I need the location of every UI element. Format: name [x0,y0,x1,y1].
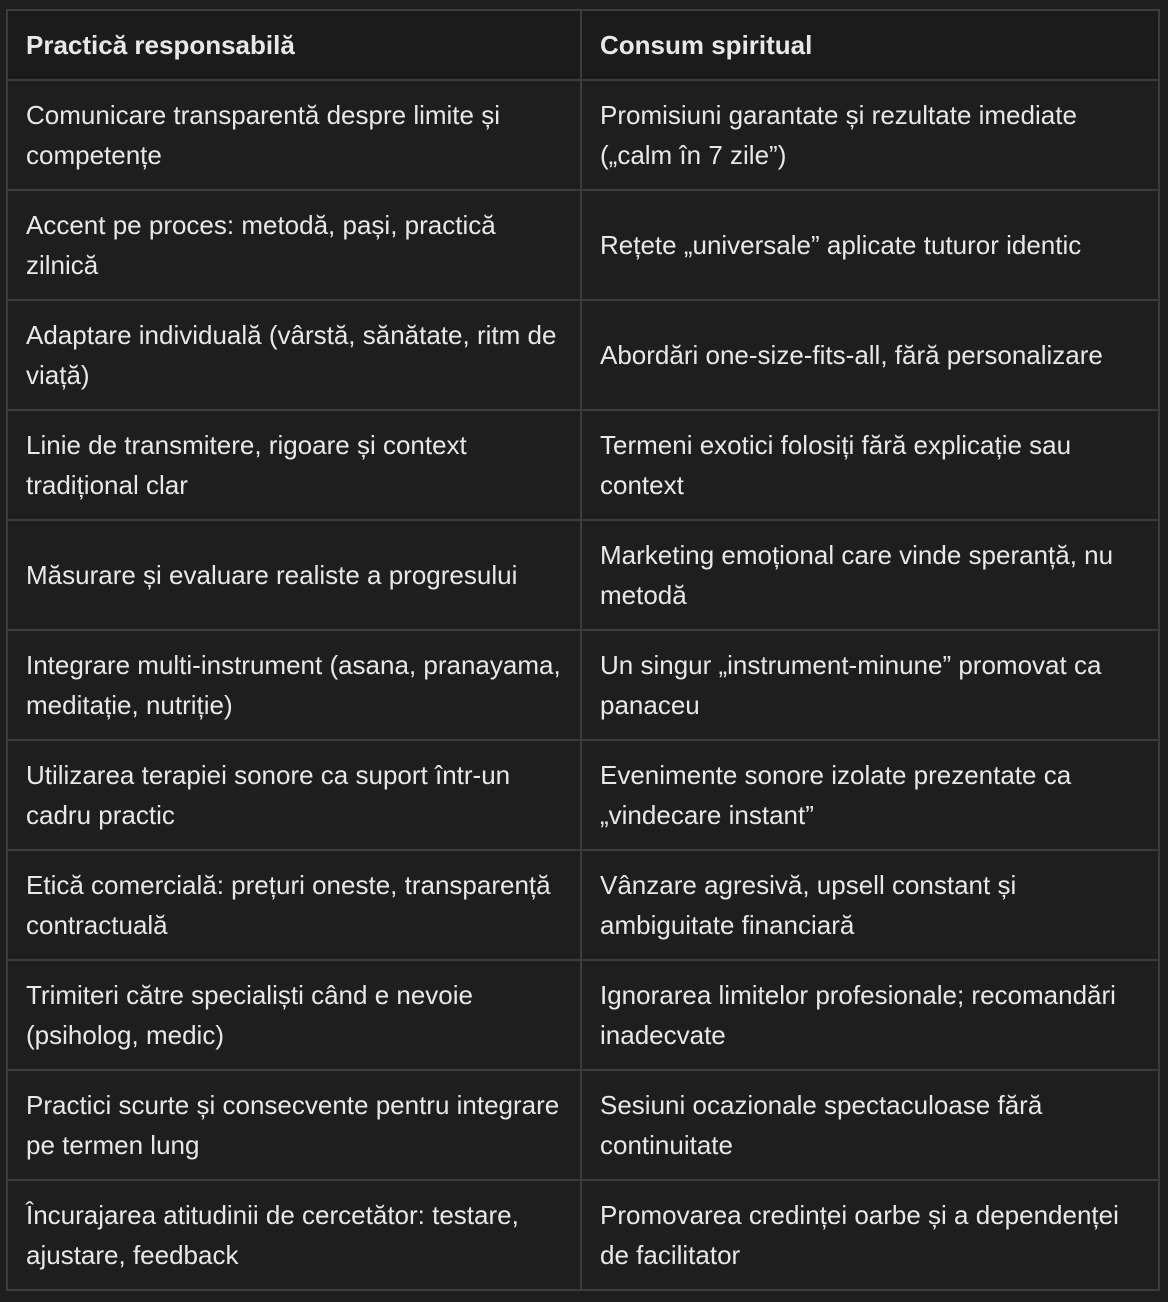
cell-consumption: Un singur „instrument-minune” promovat ca panaceu [581,630,1159,740]
comparison-table [6,9,1160,1291]
table-row [7,960,1159,1070]
table-row [7,1070,1159,1180]
header-responsible-practice: Practică responsabilă [7,10,581,80]
header-spiritual-consumption: Consum spiritual [581,10,1159,80]
cell-responsible: Etică comercială: prețuri oneste, transparență contractuală [7,850,581,960]
table-row [7,190,1159,300]
cell-responsible: Adaptare individuală (vârstă, sănătate, ritm de viață) [7,300,581,410]
table-row [7,300,1159,410]
cell-consumption: Rețete „universale” aplicate tuturor identic [581,190,1159,300]
cell-responsible: Utilizarea terapiei sonore ca suport într-un cadru practic [7,740,581,850]
cell-responsible: Accent pe proces: metodă, pași, practică zilnică [7,190,581,300]
cell-responsible: Măsurare și evaluare realiste a progresului [7,520,581,630]
cell-consumption: Abordări one-size-fits-all, fără personalizare [581,300,1159,410]
comparison-table-container [6,9,1158,1291]
table-row [7,740,1159,850]
cell-responsible: Încurajarea atitudinii de cercetător: testare, ajustare, feedback [7,1180,581,1290]
cell-responsible: Integrare multi-instrument (asana, pranayama, meditație, nutriție) [7,630,581,740]
cell-consumption: Vânzare agresivă, upsell constant și ambiguitate financiară [581,850,1159,960]
cell-consumption: Ignorarea limitelor profesionale; recomandări inadecvate [581,960,1159,1070]
cell-responsible: Comunicare transparentă despre limite și competențe [7,80,581,190]
table-row [7,1180,1159,1290]
cell-consumption: Promisiuni garantate și rezultate imediate („calm în 7 zile”) [581,80,1159,190]
cell-consumption: Evenimente sonore izolate prezentate ca „vindecare instant” [581,740,1159,850]
cell-responsible: Linie de transmitere, rigoare și context tradițional clar [7,410,581,520]
table-row [7,410,1159,520]
table-row [7,630,1159,740]
table-row [7,850,1159,960]
cell-responsible: Practici scurte și consecvente pentru integrare pe termen lung [7,1070,581,1180]
cell-consumption: Promovarea credinței oarbe și a dependenței de facilitator [581,1180,1159,1290]
table-row [7,520,1159,630]
cell-consumption: Termeni exotici folosiți fără explicație sau context [581,410,1159,520]
table-row [7,80,1159,190]
cell-responsible: Trimiteri către specialiști când e nevoie (psiholog, medic) [7,960,581,1070]
table-header-row [7,10,1159,80]
cell-consumption: Marketing emoțional care vinde speranță, nu metodă [581,520,1159,630]
cell-consumption: Sesiuni ocazionale spectaculoase fără continuitate [581,1070,1159,1180]
